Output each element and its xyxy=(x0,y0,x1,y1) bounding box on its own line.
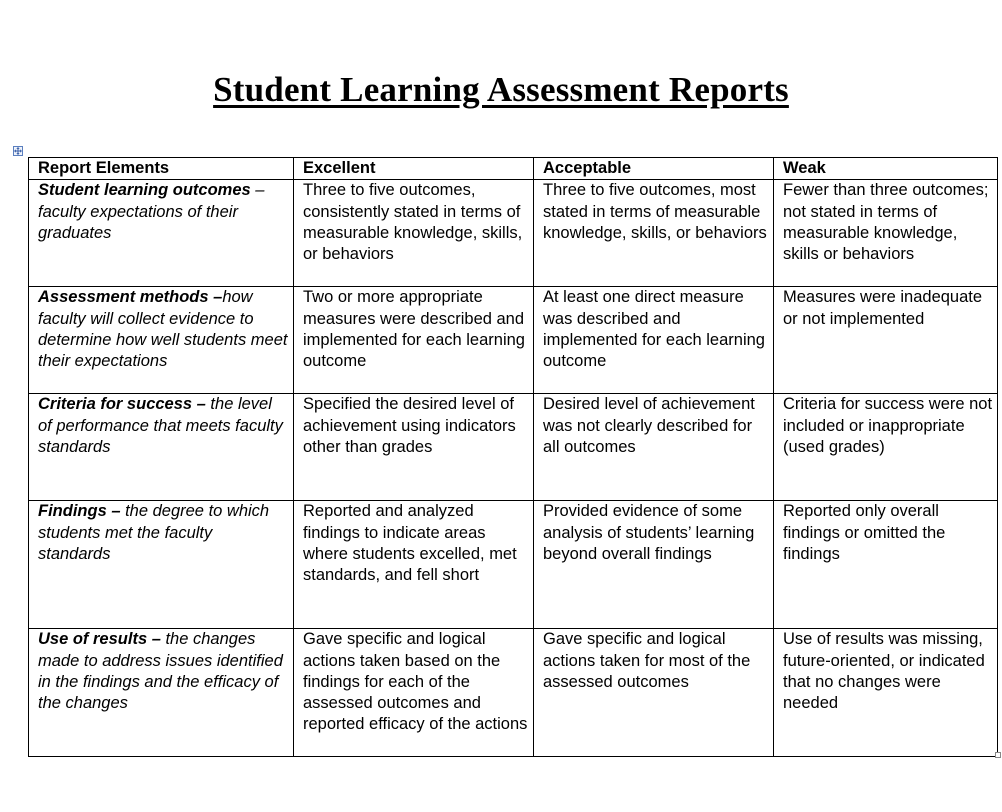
table-resize-handle[interactable] xyxy=(995,752,1001,758)
cell-acceptable: Provided evidence of some analysis of students’ learning beyond overall findings xyxy=(534,501,774,629)
table-row xyxy=(29,287,998,394)
cell-weak: Measures were inadequate or not implemented xyxy=(774,287,998,394)
cell-excellent: Specified the desired level of achievement using indicators other than grades xyxy=(294,394,534,501)
cell-excellent: Two or more appropriate measures were described and implemented for each learning outcome xyxy=(294,287,534,394)
cell-report-element xyxy=(29,287,294,394)
element-name: Use of results – xyxy=(38,630,161,649)
cell-excellent: Gave specific and logical actions taken based on the findings for each of the assessed outcomes and reported efficacy of the actions xyxy=(294,629,534,757)
element-name: Assessment methods – xyxy=(38,288,223,307)
element-description: the degree to which students met the faculty standards xyxy=(38,502,270,563)
element-name: Criteria for success – xyxy=(38,395,206,414)
cell-report-element xyxy=(29,394,294,501)
cell-weak: Use of results was missing, future-oriented, or indicated that no changes were needed xyxy=(774,629,998,757)
header-weak: Weak xyxy=(774,158,998,180)
cell-acceptable: Gave specific and logical actions taken for most of the assessed outcomes xyxy=(534,629,774,757)
header-acceptable: Acceptable xyxy=(534,158,774,180)
element-description: how faculty will collect evidence to determine how well students meet their expectations xyxy=(38,288,288,371)
table-row xyxy=(29,501,998,629)
cell-excellent: Reported and analyzed findings to indicate areas where students excelled, met standards, and fell short xyxy=(294,501,534,629)
cell-report-element xyxy=(29,629,294,757)
cell-weak: Criteria for success were not included or inappropriate (used grades) xyxy=(774,394,998,501)
cell-report-element xyxy=(29,501,294,629)
table-row xyxy=(29,180,998,287)
header-report-elements: Report Elements xyxy=(29,158,294,180)
table-move-handle-icon[interactable] xyxy=(13,146,23,156)
cell-acceptable: Three to five outcomes, most stated in terms of measurable knowledge, skills, or behaviors xyxy=(534,180,774,287)
element-name: Findings – xyxy=(38,502,121,521)
cell-acceptable: Desired level of achievement was not clearly described for all outcomes xyxy=(534,394,774,501)
cell-acceptable: At least one direct measure was described and implemented for each learning outcome xyxy=(534,287,774,394)
element-description: – faculty expectations of their graduates xyxy=(38,181,265,242)
element-description: the level of performance that meets faculty standards xyxy=(38,395,283,456)
cell-report-element xyxy=(29,180,294,287)
cell-weak: Reported only overall findings or omitted the findings xyxy=(774,501,998,629)
table-row xyxy=(29,394,998,501)
table-header-row xyxy=(29,158,998,180)
cell-excellent: Three to five outcomes, consistently stated in terms of measurable knowledge, skills, or behaviors xyxy=(294,180,534,287)
assessment-rubric-table xyxy=(28,157,998,757)
element-name: Student learning outcomes xyxy=(38,181,251,200)
cell-weak: Fewer than three outcomes; not stated in terms of measurable knowledge, skills or behaviors xyxy=(774,180,998,287)
page-title: Student Learning Assessment Reports xyxy=(213,70,789,109)
header-excellent: Excellent xyxy=(294,158,534,180)
element-description: the changes made to address issues identified in the findings and the efficacy of the changes xyxy=(38,630,283,713)
table-row xyxy=(29,629,998,757)
